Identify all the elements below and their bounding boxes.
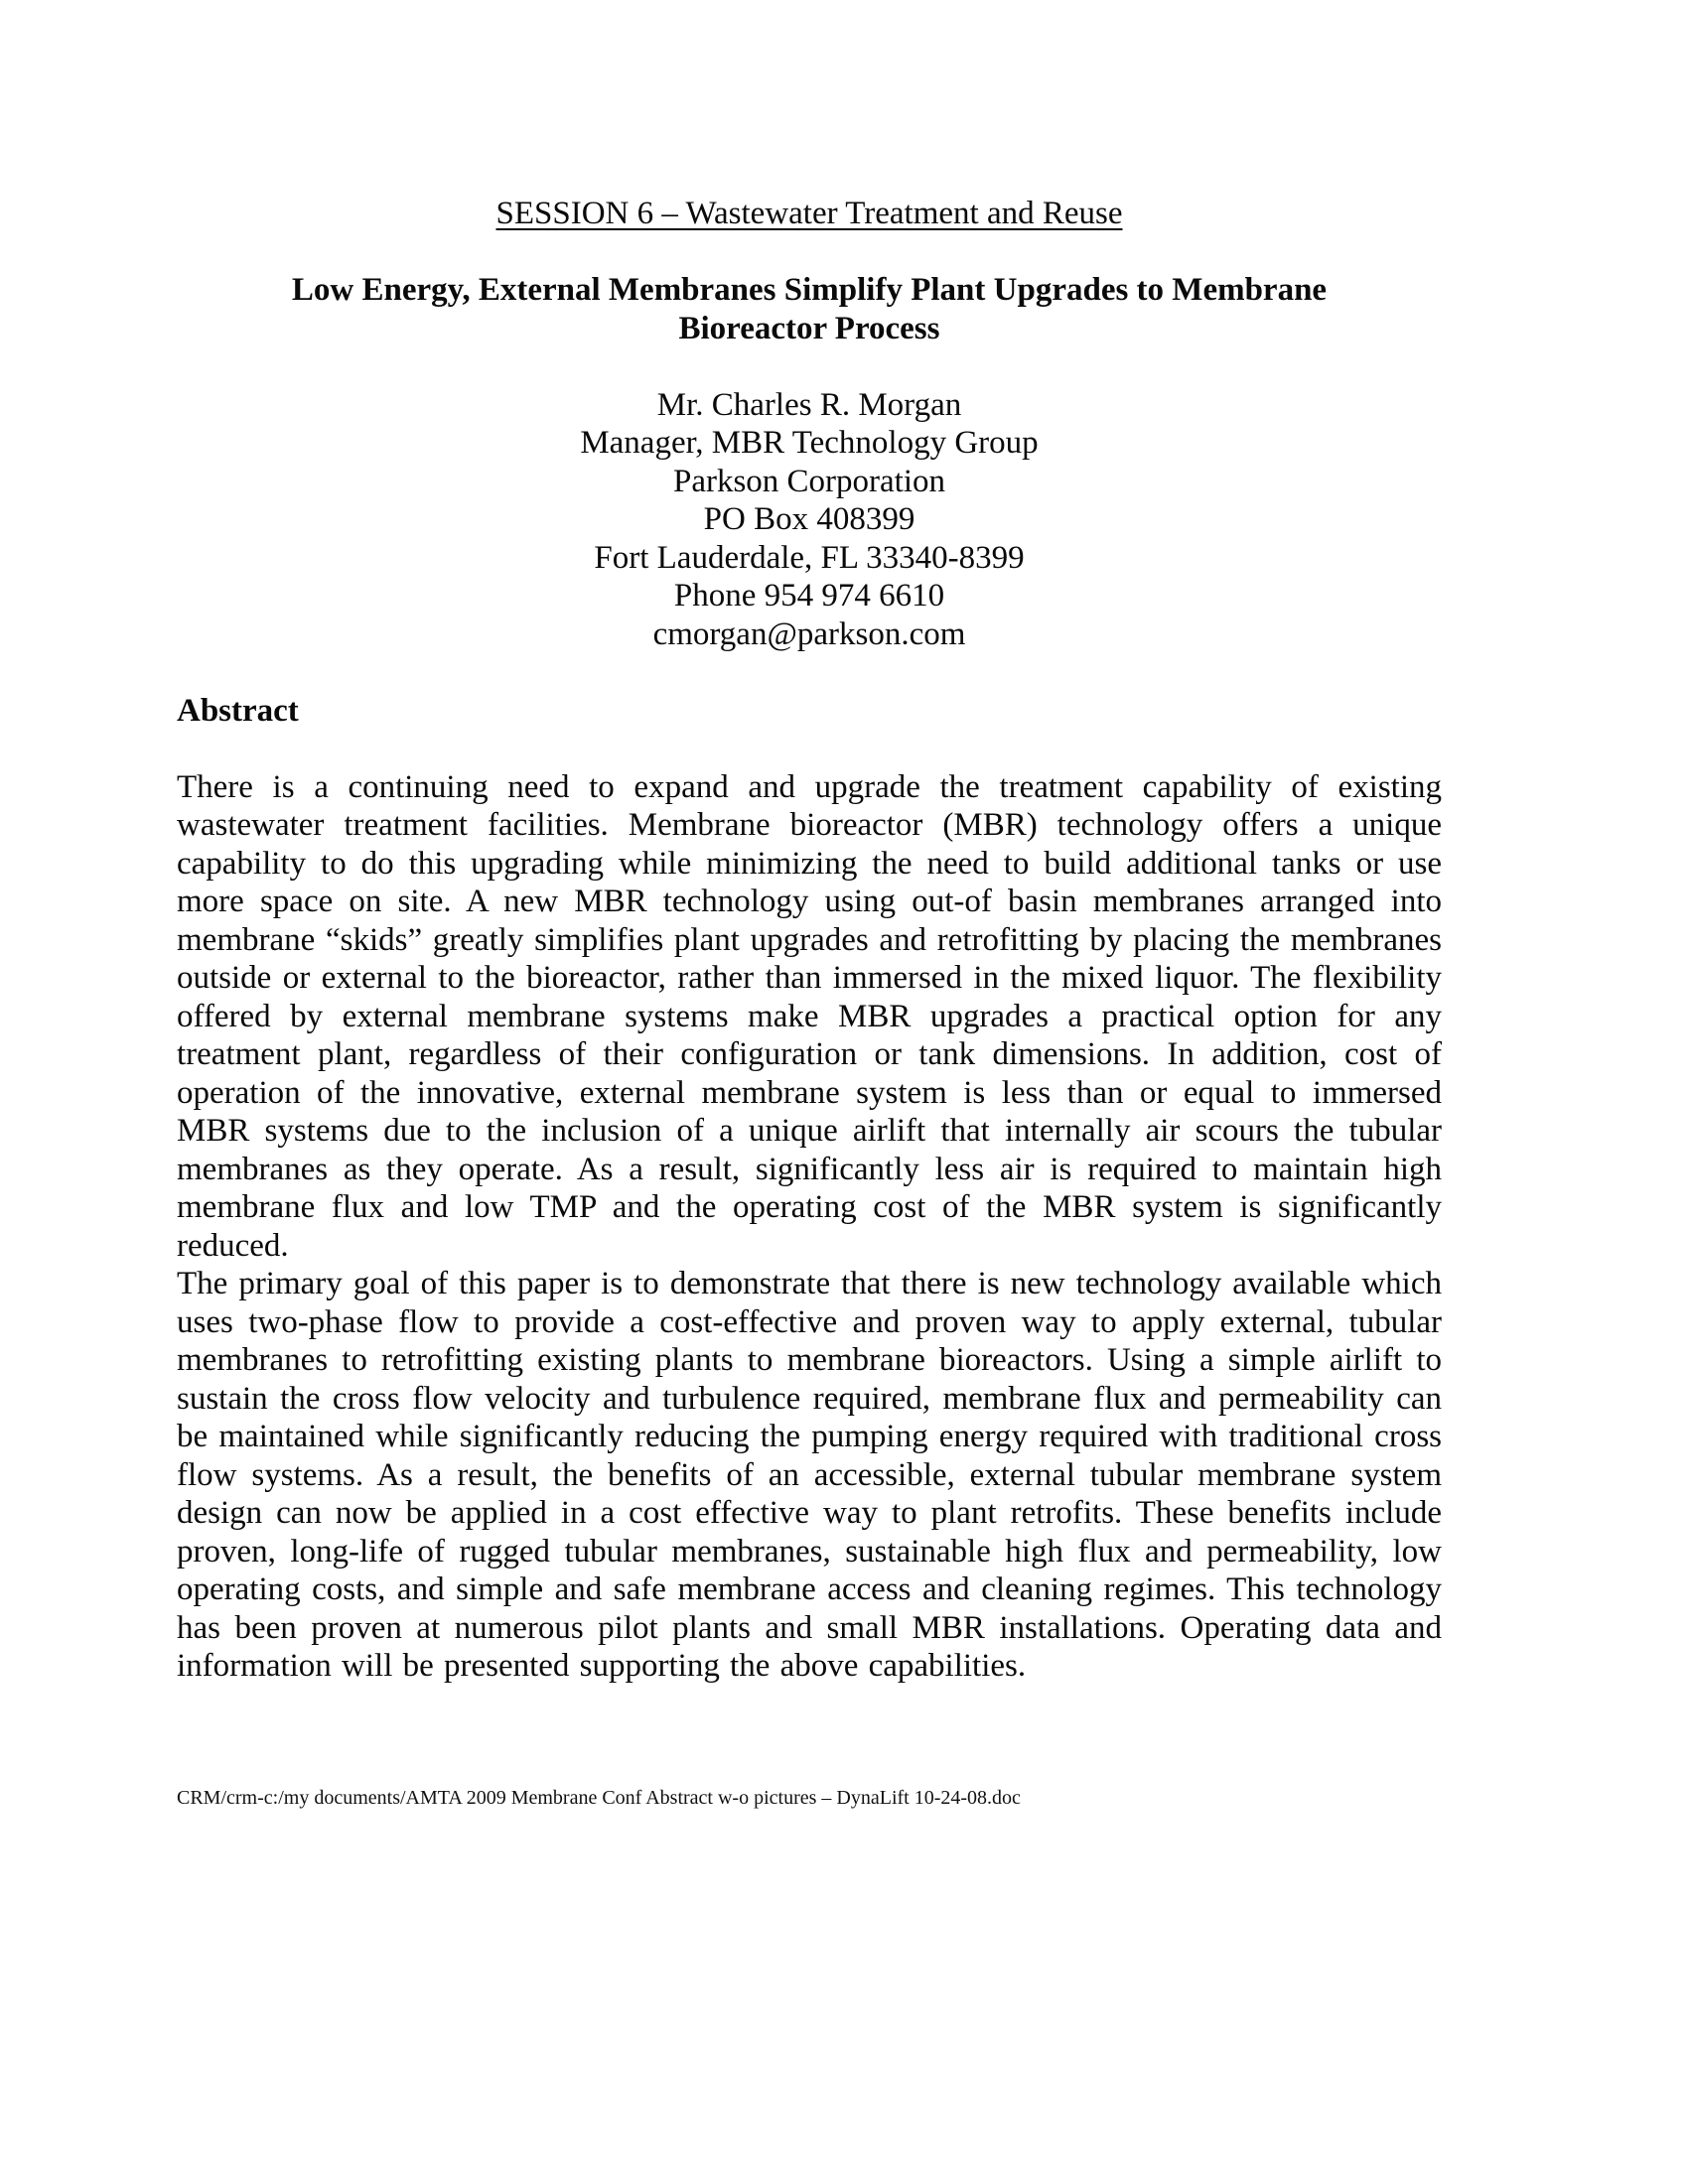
abstract-paragraph-1: There is a continuing need to expand and upgrade the treatment capability of existing wastewater treatment facilities. Membrane bioreactor (MBR) technology offers a unique capability to do this upgrading while minimizing the need to build additional tanks or use more space on site. A new MBR technology using out-of basin membranes arranged into membrane “skids” greatly simplifies plant upgrades and retrofitting by placing the membranes outside or external to the bioreactor, rather than immersed in the mixed liquor. The flexibility offered by external membrane systems make MBR upgrades a practical option for any treatment plant, regardless of their configuration or tank dimensions. In addition, cost of operation of the innovative, external membrane system is less than or equal to immersed MBR systems due to the inclusion of a unique airlift that internally air scours the tubular membranes as they operate. As a result, significantly less air is required to maintain high membrane flux and low TMP and the operating cost of the MBR system is significantly reduced. [177,768,1442,1264]
abstract-paragraph-2: The primary goal of this paper is to demonstrate that there is new technology available which uses two-phase flow to provide a cost-effective and proven way to apply external, tubular membranes to retrofitting existing plants to membrane bioreactors. Using a simple airlift to sustain the cross flow velocity and turbulence required, membrane flux and permeability can be maintained while significantly reducing the pumping energy required with traditional cross flow systems. As a result, the benefits of an accessible, external tubular membrane system design can now be applied in a cost effective way to plant retrofits. These benefits include proven, long-life of rugged tubular membranes, sustainable high flux and permeability, low operating costs, and simple and safe membrane access and cleaning regimes. This technology has been proven at numerous pilot plants and small MBR installations. Operating data and information will be presented supporting the above capabilities. [177,1266,1442,1684]
author-company: Parkson Corporation [672,463,946,499]
author-city: Fort Lauderdale, FL 33340-8399 [594,539,1025,576]
paper-title-line1: Low Energy, External Membranes Simplify Plant Upgrades to Membrane [291,272,1328,308]
document-footer-path: CRM/crm-c:/my documents/AMTA 2009 Membrane Conf Abstract w-o pictures – DynaLift 10-24-08.doc [177,1787,1021,1809]
author-phone: Phone 954 974 6610 [673,578,945,614]
session-header [177,195,1442,233]
paper-title [177,271,1442,347]
author-email: cmorgan@parkson.com [652,615,966,652]
author-block [177,386,1442,654]
author-name: Mr. Charles R. Morgan [656,386,962,423]
document-content [177,195,1442,1686]
author-po-box: PO Box 408399 [703,501,915,537]
abstract-heading: Abstract [177,692,299,729]
paper-title-line2: Bioreactor Process [678,310,940,346]
author-role: Manager, MBR Technology Group [580,425,1039,461]
session-header-text: SESSION 6 – Wastewater Treatment and Reuse [495,196,1123,231]
